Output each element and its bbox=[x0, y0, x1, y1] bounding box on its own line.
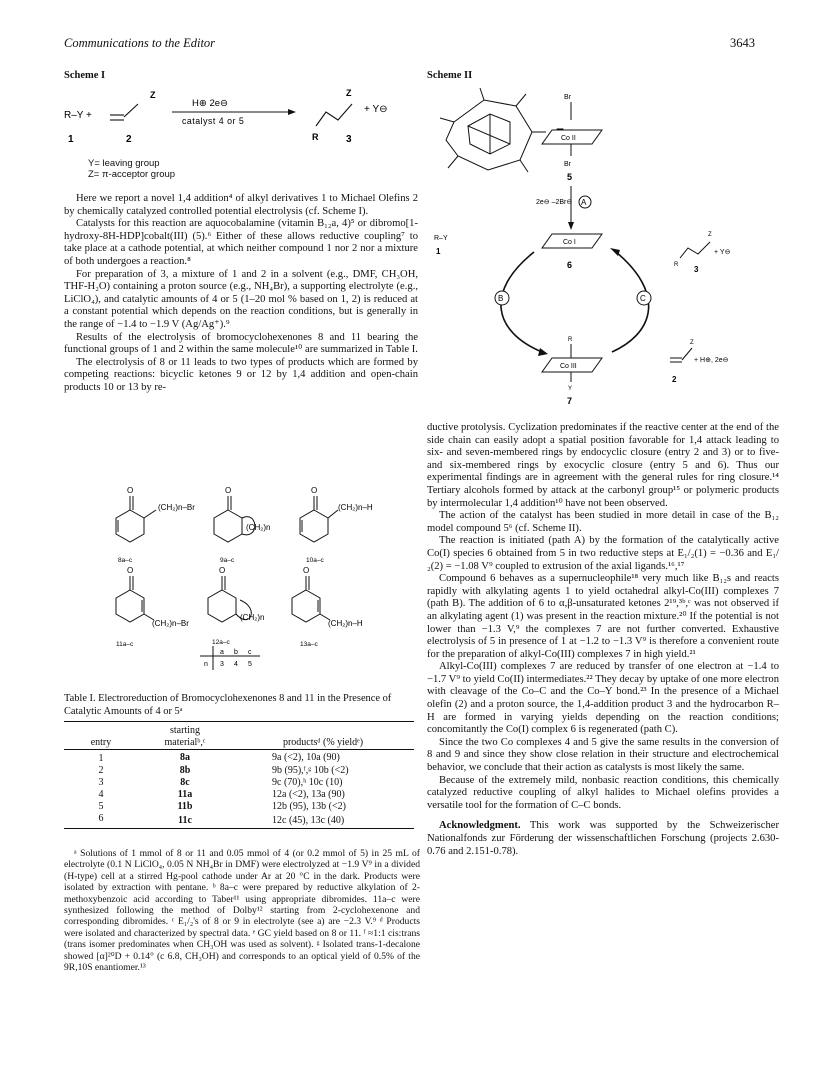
col-header bbox=[232, 722, 414, 738]
ring-8 bbox=[116, 510, 144, 542]
table-row bbox=[64, 765, 414, 777]
ring-11 bbox=[116, 590, 144, 622]
oxo-label: O bbox=[219, 566, 226, 575]
z-label: Z bbox=[690, 340, 694, 346]
footnote-text: ᵃ Solutions of 1 mmol of 8 or 11 and 0.05 mmol of 4 (or 0.2 mmol of 5) in 25 mL of electrolyte (0.1 N LiClO₄, 0.05 N NH₄Br in DMF) were electrolyzed at −1.9 V⁹ in a divided (H-type) cell at a stirred Hg-pool cathode under Ar at 20 °C in the dark. Products were isolated by extraction with pentane. ᵇ 8a–c were prepared by reductive alkylation of 2-methoxybenzoic acid according to Taber¹¹ using appropriate dibromides. 11a–c were synthesized following the method of Dolby¹² starting from 2-cyclohexenone and corresponding dibromides. ᶜ E₁/₂'s of 8 or 9 in electrolyte (see a) are −2.3 V.⁹ ᵈ Products were isolated and characterized by spectral data. ᵉ GC yield based on 8 or 11. ᶠ ≈1:1 cis:trans (trans isomer predominates when CH₃OH was used as solvent). ᵍ Isolated trans-1-decalone showed [α]²⁰D + 0.14° (c 6.8, CH₃OH) and corresponds to an optical yield of 0.5% of the 9R,10S enantiomer.¹³ bbox=[64, 848, 420, 974]
cell-material: 11c bbox=[178, 814, 192, 826]
path-b-label: B bbox=[498, 294, 504, 303]
label-12a-c: 12a–c bbox=[212, 639, 230, 646]
cell-entry: 4 bbox=[98, 789, 104, 800]
scheme-1-title: Scheme I bbox=[64, 70, 106, 81]
paragraph: Because of the extremely mild, nonbasic reaction conditions, this chemically catalyzed reductive coupling of alkyl halides to Michael olefins provides a versatile tool for the formation of C–C bonds. bbox=[427, 774, 779, 811]
paragraph: Here we report a novel 1,4 addition⁴ of alkyl derivatives 1 to Michael Olefins 2 by chemically catalyzed controlled potential electrolysis (cf. Scheme I). bbox=[64, 193, 418, 217]
chain-label-8: (CH₂)n–Br bbox=[158, 503, 195, 512]
table-row bbox=[64, 750, 414, 766]
chain-label-9: (CH₂)n bbox=[246, 523, 271, 532]
br-top-label: Br bbox=[564, 94, 571, 101]
label-8a-c: 8a–c bbox=[118, 557, 133, 564]
key-5: 5 bbox=[248, 661, 252, 668]
key-3: 3 bbox=[220, 661, 224, 668]
scheme-1-arrow-bottom: catalyst 4 or 5 bbox=[182, 116, 245, 126]
cell-products: 9b (95),ᶠ,ᵍ 10b (<2) bbox=[272, 765, 349, 776]
oxo-label: O bbox=[127, 566, 134, 575]
structures-figure bbox=[100, 480, 390, 680]
paragraph: The reaction is initiated (path A) by the formation of the catalytically active Co(I) species 6 obtained from 5 in two reductive steps at E₁/₂(1) = −0.36 and E₁/₂(2) = −1.08 V⁹ coupled to extrusion of the axial ligands.¹⁶,¹⁷ bbox=[427, 535, 779, 572]
oxo-label: O bbox=[311, 486, 318, 495]
paragraph: Catalysts for this reaction are aquocobalamine (vitamin B₁₂a, 4)⁵ or dibromo[1-hydroxy-8H-HDP]cobalt(III) (5).⁶ Either of these allows reductive coupling⁷ to take place at a cathode potential, at which neither compound 1 nor 2 nor a mixture of both undergoes a reaction.⁸ bbox=[64, 218, 418, 267]
page-number: 3643 bbox=[730, 36, 755, 50]
oxo-label: O bbox=[225, 486, 232, 495]
scheme-1-r: R bbox=[312, 132, 319, 142]
left-column-text bbox=[64, 193, 418, 395]
cell-material: 11a bbox=[177, 789, 193, 800]
chain-label-11: (CH₂)n–Br bbox=[152, 619, 189, 628]
path-c-label: C bbox=[640, 294, 646, 303]
paragraph: Alkyl-Co(III) complexes 7 are reduced by transfer of one electron at −1.4 to −1.7 V⁹ to yield Co(II) intermediates.²² They decay by uptake of one more electron with cleavage of the Co–C and the Co–Y bond.²³ In the presence of a Michael olefin (2) and a proton source, the 1,4-addition product 3 and the hydrocarbon R–H are formed in varying yields depending on the reaction conditions; concomitantly the Co(I) complex 6 is regenerated (path C). bbox=[427, 661, 779, 736]
paragraph: For preparation of 3, a mixture of 1 and 2 in a solvent (e.g., DMF, CH₃OH, THF-H₂O) containing a proton source (e.g., NH₄Br), a supporting electrolyte (e.g., LiClO₄), and catalytic amounts of 4 or 5 (1–20 mol % based on 1, 2) is reduced at a constant potential which depends on the reaction conditions, but is generally in the range of −1.4 to −1.9 V (Ag/Ag⁺).⁹ bbox=[64, 268, 418, 330]
z-label: Z bbox=[708, 232, 712, 238]
ring-13 bbox=[292, 590, 320, 622]
table-row bbox=[64, 777, 414, 789]
chain-label-10: (CH₂)n–H bbox=[338, 503, 373, 512]
scheme-1-legend bbox=[88, 158, 175, 180]
macrocycle-drawing bbox=[440, 88, 546, 172]
scheme-1-plus-y: + Y⊖ bbox=[364, 104, 388, 115]
paragraph: The action of the catalyst has been studied in more detail in case of the B₁₂ model compound 5⁶ (cf. Scheme II). bbox=[427, 510, 779, 534]
scheme-2-diagram bbox=[424, 82, 764, 412]
cell-entry: 5 bbox=[98, 801, 104, 812]
legend-acceptor-group: Z= π-acceptor group bbox=[88, 169, 176, 180]
key-a: a bbox=[220, 649, 224, 656]
oxo-label: O bbox=[303, 566, 310, 575]
cell-entry: 3 bbox=[98, 777, 104, 788]
cell-material: 8a bbox=[180, 751, 190, 763]
label-2: 2 bbox=[126, 134, 132, 145]
col-header-entry: entry bbox=[90, 737, 112, 748]
reagent-ry: R–Y bbox=[434, 235, 448, 242]
cell-products: 9c (70),ʰ 10c (10) bbox=[272, 777, 343, 788]
key-c: c bbox=[248, 649, 252, 656]
cell-products: 12b (95), 13b (<2) bbox=[272, 801, 346, 812]
legend-leaving-group: Y= leaving group bbox=[88, 158, 160, 169]
table-footnotes bbox=[64, 848, 420, 973]
product-3 bbox=[316, 104, 352, 126]
cell-entry: 6 bbox=[98, 813, 104, 824]
paragraph: Results of the electrolysis of bromocyclohexenones 8 and 11 bearing the functional groups of 1 and 2 within the same molecule¹⁰ are summarized in Table I. bbox=[64, 331, 418, 356]
r-label: R bbox=[568, 337, 573, 343]
ring-10 bbox=[300, 510, 328, 542]
label-13a-c: 13a–c bbox=[300, 641, 318, 648]
col-header-starting: starting bbox=[170, 725, 200, 736]
co-i-label: Co I bbox=[563, 239, 576, 246]
ring-12 bbox=[208, 590, 236, 622]
olefin-2 bbox=[110, 104, 138, 120]
cell-material: 8b bbox=[179, 765, 191, 776]
cell-products: 12c (45), 13c (40) bbox=[272, 814, 345, 826]
label-6: 6 bbox=[567, 260, 573, 270]
scheme-1-z-left: Z bbox=[150, 90, 156, 100]
cell-products: 9a (<2), 10a (90) bbox=[272, 751, 340, 763]
col-header-products: productsᵈ (% yieldᵉ) bbox=[282, 737, 364, 748]
label-3: 3 bbox=[346, 134, 352, 145]
y-minus-label: + Y⊖ bbox=[714, 249, 731, 256]
olefin-2 bbox=[670, 348, 692, 362]
table-row bbox=[64, 801, 414, 813]
r-label: R bbox=[674, 262, 679, 268]
label-9a-c: 9a–c bbox=[220, 557, 235, 564]
label-5: 5 bbox=[567, 172, 573, 182]
label-10a-c: 10a–c bbox=[306, 557, 324, 564]
key-n: n bbox=[204, 661, 208, 668]
scheme-2-title: Scheme II bbox=[427, 70, 473, 81]
col-header bbox=[64, 722, 138, 738]
chain-label-12: (CH₂)n bbox=[240, 613, 265, 622]
key-4: 4 bbox=[234, 661, 238, 668]
acknowledgment bbox=[427, 820, 779, 858]
scheme-1-arrow-top: H⊕ 2e⊖ bbox=[192, 98, 228, 109]
paragraph: Since the two Co complexes 4 and 5 give the same results in the conversion of 8 and 9 and since they show close relation in their structure and electrochemical behavior, we conclude that their action as catalysts is most likely the same. bbox=[427, 736, 779, 774]
path-a-label: A bbox=[581, 198, 587, 207]
oxo-label: O bbox=[127, 486, 134, 495]
cell-material: 8c bbox=[180, 777, 190, 788]
right-column-text bbox=[427, 422, 779, 858]
paragraph: Compound 6 behaves as a supernucleophile¹⁸ very much like B₁₂s and reacts rapidly with alkylating agents 1 to yield octahedral alkyl-Co(III) complexes 7 (path B). The addition of 6 to α,β-unsaturated ketones 2¹⁹,³ᵇ,ᶜ was not observed if an alkylating agent (1) was present in the reaction mixture.²⁰ If the potential is not lower than −1.3 V,⁹ the complexes 7 are not further converted. Exhaustive electrolysis of 5 in presence of 1 at −1.2 to −1.3 V⁹ is therefore a convenient route for the preparation of alkyl-Co(III) complexes 7 in high yield.²¹ bbox=[427, 573, 779, 660]
journal-section: Communications to the Editor bbox=[64, 36, 216, 50]
cell-entry: 1 bbox=[98, 753, 104, 764]
label-1: 1 bbox=[436, 247, 441, 256]
key-b: b bbox=[234, 649, 238, 656]
acknowledgment-label: Acknowledgment. bbox=[439, 820, 521, 832]
cell-material: 11b bbox=[177, 801, 193, 812]
label-3: 3 bbox=[694, 265, 699, 274]
y-label: Y bbox=[568, 386, 573, 392]
table-1 bbox=[64, 721, 414, 829]
label-1: 1 bbox=[68, 134, 74, 145]
ring-9 bbox=[214, 510, 242, 542]
acknowledgment-text: This work was supported by the Schweizerischer Nationalfonds zur Förderung der wissenschaftlichen Forschung (projects 2.630-0.76 and 2.151-0.78). bbox=[427, 820, 779, 857]
co-iii-label: Co III bbox=[560, 363, 577, 370]
br-bottom-label: Br bbox=[564, 161, 571, 168]
col-header-material: materialᵇ,ᶜ bbox=[164, 737, 206, 748]
scheme-1-ry: R–Y + bbox=[64, 110, 92, 121]
proton-electron-label: + H⊕, 2e⊖ bbox=[694, 357, 729, 364]
label-7: 7 bbox=[567, 396, 573, 406]
paragraph: The electrolysis of 8 or 11 leads to two types of products which are formed by competing reactions: bicyclic ketones 9 or 12 by 1,4 addition and open-chain products 10 or 13 by re- bbox=[64, 356, 418, 393]
table-row bbox=[64, 813, 414, 829]
cell-products: 12a (<2), 13a (90) bbox=[272, 789, 345, 800]
scheme-1-z-right: Z bbox=[346, 88, 352, 98]
chain-label-13: (CH₂)n–H bbox=[328, 619, 363, 628]
paragraph: ductive protolysis. Cyclization predominates if the reactive center at the end of the side chain can easily adopt a spatial position favorable for 1,4 attack leading to six- and seven-membered rings by endocyclic closure (entry 2 and 3) or to five- and six-membered rings by exocyclic closure (entry 5 and 6). Thus our experimental findings are in agreement with the general rules for ring closure.¹⁴ Tertiary alcohols formed by attack at the carbonyl group¹⁵ or polymeric products by intermolecular 1,4 addition¹⁰ have not been observed. bbox=[427, 422, 779, 509]
co-ii-label: Co II bbox=[561, 135, 576, 142]
table-title: Table I. Electroreduction of Bromocyclohexenones 8 and 11 in the Presence of Catalytic Amounts of 4 or 5ᵃ bbox=[64, 693, 392, 717]
scheme-1-diagram bbox=[64, 82, 424, 162]
table-row bbox=[64, 789, 414, 801]
path-a-reagents: 2e⊖ –2Br⊖ bbox=[536, 199, 573, 206]
label-11a-c: 11a–c bbox=[116, 641, 134, 648]
product-3 bbox=[680, 242, 710, 258]
cell-entry: 2 bbox=[98, 765, 104, 776]
label-2: 2 bbox=[672, 375, 677, 384]
